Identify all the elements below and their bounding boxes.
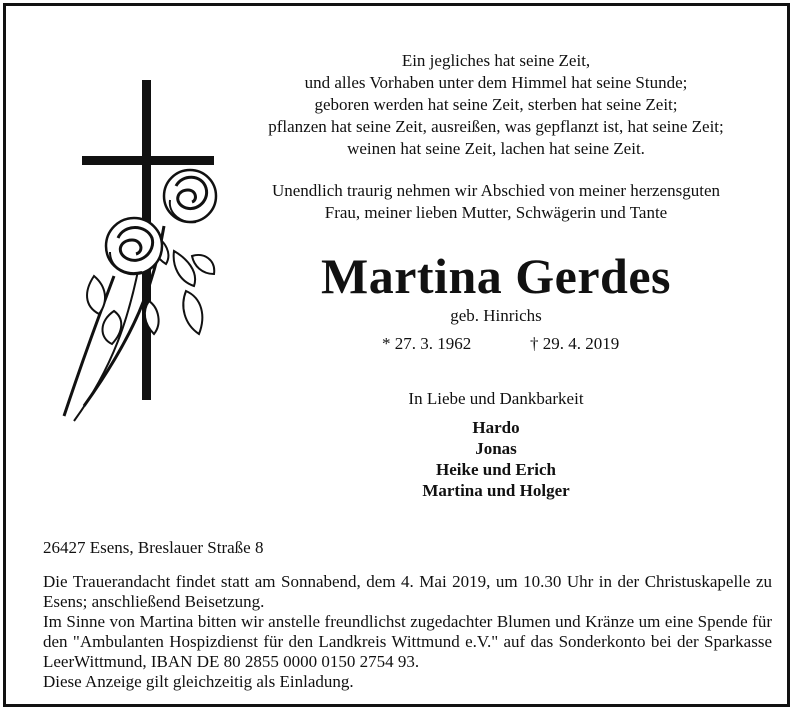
mourners-list bbox=[206, 417, 786, 501]
intro-line: Unendlich traurig nehmen wir Abschied von meiner herzensguten bbox=[271, 181, 720, 200]
bible-verse bbox=[206, 50, 786, 160]
farewell-intro bbox=[206, 180, 786, 224]
mourner: Hardo bbox=[472, 418, 520, 437]
cross-with-roses-icon bbox=[54, 76, 224, 436]
mourner: Martina und Holger bbox=[422, 481, 570, 500]
verse-line: weinen hat seine Zeit, lachen hat seine Zeit. bbox=[347, 139, 645, 158]
service-paragraph: Die Trauerandacht findet statt am Sonnabend, dem 4. Mai 2019, um 10.30 Uhr in der Christuskapelle zu Esens; anschließend Beisetzung. bbox=[43, 572, 772, 611]
donation-paragraph: Im Sinne von Martina bitten wir anstelle freundlichst zugedachter Blumen und Kränze um eine Spende für den "Ambulanten Hospizdienst für den Landkreis Wittmund e.V." auf das Sonderkonto bei der Sparkasse LeerWittmund, IBAN DE 80 2855 0000 0150 2754 93. bbox=[43, 612, 772, 671]
mourner: Heike und Erich bbox=[436, 460, 556, 479]
verse-line: geboren werden hat seine Zeit, sterben hat seine Zeit; bbox=[314, 95, 678, 114]
thanks-line: In Liebe und Dankbarkeit bbox=[408, 389, 584, 408]
obituary-notice bbox=[3, 3, 790, 707]
invitation-note: Diese Anzeige gilt gleichzeitig als Einladung. bbox=[43, 672, 354, 691]
verse-line: Ein jegliches hat seine Zeit, bbox=[401, 51, 591, 70]
family-address: 26427 Esens, Breslauer Straße 8 bbox=[43, 538, 264, 557]
deceased-name: Martina Gerdes bbox=[321, 248, 671, 304]
death-date: † 29. 4. 2019 bbox=[530, 334, 620, 353]
verse-line: und alles Vorhaben unter dem Himmel hat seine Stunde; bbox=[304, 73, 688, 92]
maiden-name: geb. Hinrichs bbox=[450, 306, 542, 325]
birth-date: * 27. 3. 1962 bbox=[382, 334, 472, 353]
intro-line: Frau, meiner lieben Mutter, Schwägerin und Tante bbox=[324, 203, 668, 222]
service-details bbox=[43, 572, 772, 692]
mourner: Jonas bbox=[475, 439, 517, 458]
verse-line: pflanzen hat seine Zeit, ausreißen, was gepflanzt ist, hat seine Zeit; bbox=[268, 117, 724, 136]
